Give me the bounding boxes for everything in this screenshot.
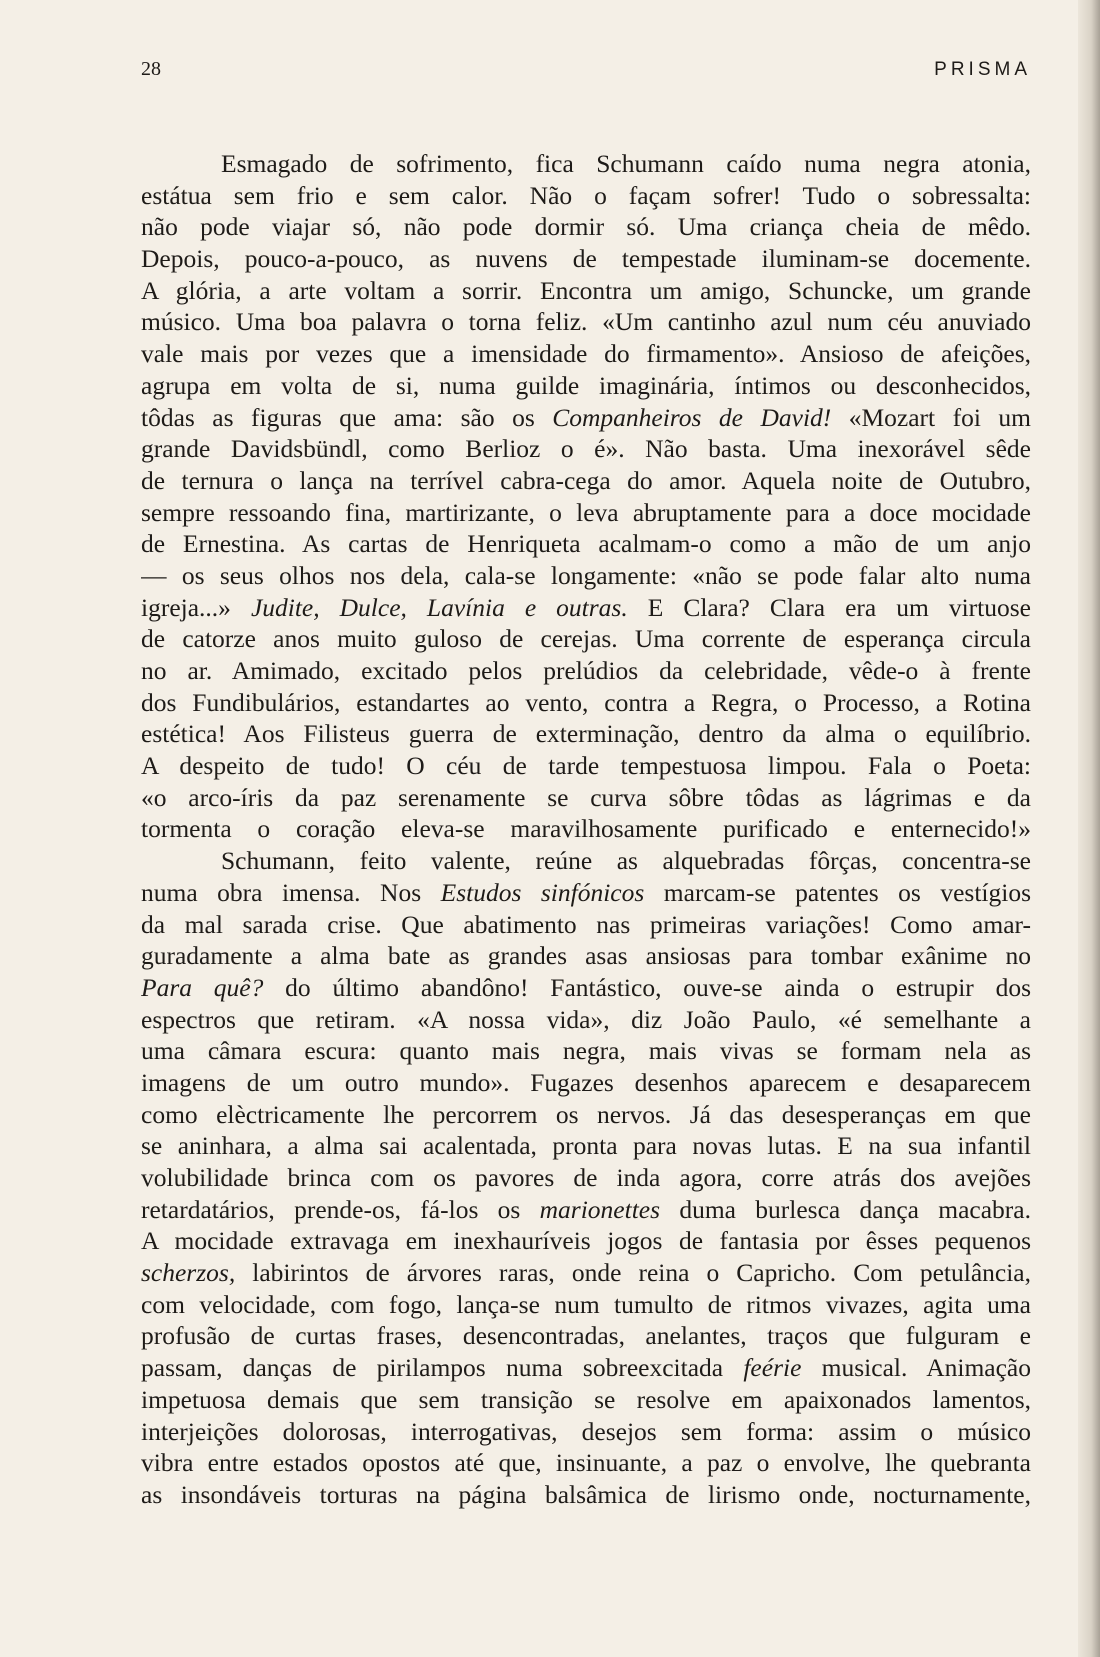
text-run: de Ernestina. As cartas de Henriqueta acalmam-o como a mão de um anjo [141, 529, 1031, 559]
italic-text: Companheiros de David! [552, 402, 832, 432]
text-run: da mal sarada crise. Que abatimento nas primeiras variações! Como amar- [141, 909, 1031, 939]
text-run: E Clara? Clara era um virtuose [627, 592, 1031, 622]
text-run: estátua sem frio e sem calor. Não o façam sofrer! Tudo o sobressalta: [141, 180, 1031, 210]
text-run: estética! Aos Filisteus guerra de exterminação, dentro da alma o equilíbrio. [141, 719, 1031, 749]
italic-text: Estudos sinfónicos [440, 877, 645, 907]
text-run: Depois, pouco-a-pouco, as nuvens de tempestade iluminam-se docemente. [141, 244, 1031, 274]
text-run: Schumann, feito valente, reúne as alquebradas fôrças, concentra-se [221, 846, 1031, 876]
text-run: no ar. Amimado, excitado pelos prelúdios da celebridade, vêde-o à frente [141, 656, 1031, 685]
text-line [141, 972, 1031, 1004]
text-run: interjeições dolorosas, interrogativas, desejos sem forma: assim o músico [141, 1416, 1031, 1446]
text-run: de ternura o lança na terrível cabra-cega do amor. Aquela noite de Outubro, [141, 465, 1031, 495]
text-run: músico. Uma boa palavra o torna feliz. «Um cantinho azul num céu anuviado [141, 307, 1031, 337]
text-run: A mocidade extravaga em inexhauríveis jogos de fantasia por êsses pequenos [141, 1226, 1031, 1256]
text-line [141, 1289, 1031, 1321]
text-run: uma câmara escura: quanto mais negra, mais vivas se formam nela as [141, 1036, 1031, 1066]
text-line [141, 813, 1031, 845]
text-run: agrupa em volta de si, numa guilde imaginária, íntimos ou desconhecidos, [141, 370, 1031, 400]
text-run: duma burlesca dança macabra. [660, 1194, 1031, 1224]
text-run: numa obra imensa. Nos [141, 877, 441, 907]
text-run: se aninhara, a alma sai acalentada, pronta para novas lutas. E na sua infantil [141, 1131, 1031, 1161]
text-line [141, 1099, 1031, 1131]
text-run: do último abandôno! Fantástico, ouve-se ainda o estrupir dos [263, 972, 1031, 1002]
text-run: retardatários, prende-os, fá-los os [141, 1194, 540, 1224]
text-line [141, 877, 1031, 909]
text-line [141, 306, 1031, 338]
text-line [141, 338, 1031, 370]
text-run: as insondáveis torturas na página balsâmica de lirismo onde, nocturnamente, [141, 1479, 1031, 1509]
text-line [141, 1130, 1031, 1162]
text-line [141, 623, 1031, 655]
page-header [141, 58, 1031, 88]
text-run: sempre ressoando fina, martirizante, o leva abruptamente para a doce mocidade [141, 497, 1031, 527]
text-line [141, 370, 1031, 402]
text-run: musical. Animação [801, 1353, 1031, 1383]
text-line [141, 1352, 1031, 1384]
text-run: vale mais por vezes que a imensidade do firmamento». Ansioso de afeições, [141, 339, 1031, 369]
text-line [141, 465, 1031, 497]
page-edge-shadow [1078, 0, 1100, 1657]
text-line [141, 148, 1031, 180]
text-line [141, 1479, 1031, 1511]
text-run: profusão de curtas frases, desencontradas, anelantes, traços que fulguram e [141, 1321, 1031, 1351]
text-run: de catorze anos muito guloso de cerejas. Uma corrente de esperança circula [141, 624, 1031, 654]
text-line [141, 1320, 1031, 1352]
text-line [141, 718, 1031, 750]
text-run: espectros que retiram. «A nossa vida», diz João Paulo, «é semelhante a [141, 1004, 1031, 1034]
text-line [141, 1225, 1031, 1257]
text-line [141, 655, 1031, 687]
text-line [141, 1447, 1031, 1479]
text-line [141, 528, 1031, 560]
text-run: — os seus olhos nos dela, cala-se longamente: «não se pode falar alto numa [141, 560, 1031, 590]
text-run: não pode viajar só, não pode dormir só. Uma criança cheia de mêdo. [141, 212, 1031, 242]
text-run: marcam-se patentes os vestígios [644, 877, 1031, 907]
text-run: como elèctricamente lhe percorrem os nervos. Já das desesperanças em que [141, 1099, 1031, 1129]
text-run: A glória, a arte voltam a sorrir. Encontra um amigo, Schuncke, um grande [141, 275, 1031, 305]
text-line [141, 592, 1031, 624]
italic-text: Para quê? [141, 972, 264, 1002]
running-head: PRISMA [934, 59, 1031, 80]
text-line [141, 1416, 1031, 1448]
text-line [141, 433, 1031, 465]
text-run: «o arco-íris da paz serenamente se curva sôbre tôdas as lágrimas e da [141, 782, 1031, 812]
text-run: dos Fundibulários, estandartes ao vento, contra a Regra, o Processo, a Rotina [141, 687, 1031, 717]
text-line [141, 243, 1031, 275]
text-line [141, 402, 1031, 434]
page-number: 28 [141, 58, 161, 80]
text-run: tormenta o coração eleva-se maravilhosamente purificado e enternecido!» [141, 814, 1031, 844]
italic-text: marionettes [539, 1194, 661, 1224]
text-run: igreja...» [141, 592, 251, 622]
text-run: impetuosa demais que sem transição se resolve em apaixonados lamentos, [141, 1384, 1031, 1414]
text-line [141, 275, 1031, 307]
text-line [141, 1257, 1031, 1289]
text-line [141, 1162, 1031, 1194]
text-run: Esmagado de sofrimento, fica Schumann caído numa negra atonia, [221, 149, 1031, 178]
text-line [141, 909, 1031, 941]
text-run: vibra entre estados opostos até que, insinuante, a paz o envolve, lhe quebranta [141, 1448, 1031, 1478]
text-run: imagens de um outro mundo». Fugazes desenhos aparecem e desaparecem [141, 1067, 1031, 1097]
italic-text: Judite, Dulce, Lavínia e outras. [250, 592, 628, 622]
text-line [141, 211, 1031, 243]
text-line [141, 750, 1031, 782]
text-run: tôdas as figuras que ama: são os [141, 402, 553, 432]
text-run: com velocidade, com fogo, lança-se num tumulto de ritmos vivazes, agita uma [141, 1289, 1031, 1319]
text-run: «Mozart foi um [831, 402, 1031, 432]
text-line [141, 1194, 1031, 1226]
text-line [141, 560, 1031, 592]
italic-text: feérie [743, 1353, 802, 1383]
text-line [141, 1067, 1031, 1099]
body-text [141, 148, 1031, 1511]
text-line [141, 180, 1031, 212]
text-line [141, 687, 1031, 719]
text-run: volubilidade brinca com os pavores de inda agora, corre atrás dos avejões [141, 1163, 1031, 1192]
text-run: A despeito de tudo! O céu de tarde tempestuosa limpou. Fala o Poeta: [141, 751, 1031, 781]
text-line [141, 1035, 1031, 1067]
italic-text: scherzos, [141, 1258, 236, 1288]
text-line [141, 497, 1031, 529]
text-line [141, 845, 1031, 877]
text-run: labirintos de árvores raras, onde reina o Capricho. Com petulância, [235, 1258, 1031, 1288]
text-line [141, 782, 1031, 814]
text-line [141, 1384, 1031, 1416]
text-run: guradamente a alma bate as grandes asas ansiosas para tombar exânime no [141, 941, 1031, 971]
text-run: grande Davidsbündl, como Berlioz o é». Não basta. Uma inexorável sêde [141, 434, 1031, 464]
text-run: passam, danças de pirilampos numa sobreexcitada [141, 1353, 744, 1383]
text-line [141, 1004, 1031, 1036]
text-line [141, 940, 1031, 972]
